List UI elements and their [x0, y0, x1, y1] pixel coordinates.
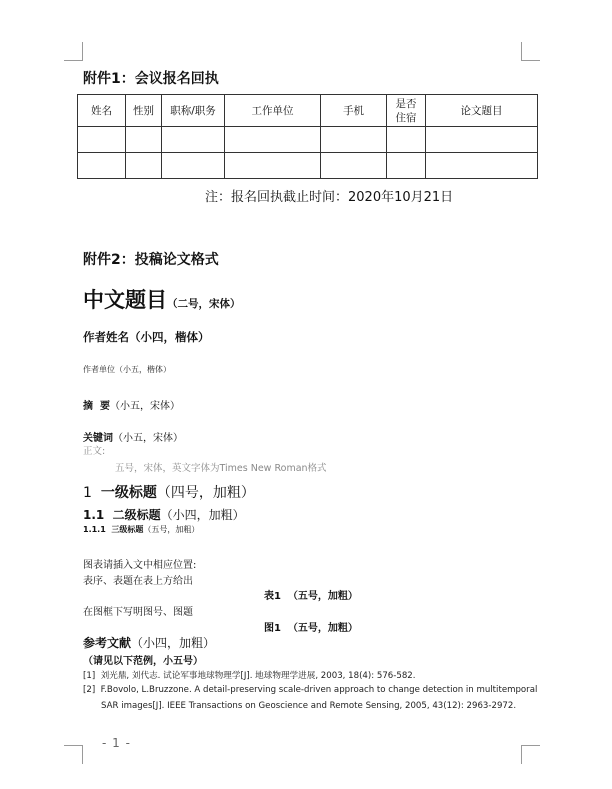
abstract-note: （小五，宋体） [109, 401, 180, 412]
abstract-label: 摘 要 [83, 401, 110, 412]
keywords-label: 关键词 [83, 433, 113, 444]
paper-title-note: （二号，宋体） [167, 298, 241, 310]
heading-level2-note: （小四，加粗） [160, 508, 245, 522]
crop-mark-bottom-right [521, 745, 540, 764]
annex2-title: 附件2：投稿论文格式 [83, 252, 219, 268]
table-cell[interactable] [126, 127, 162, 153]
table-caption-example: 表1 （五号，加粗） [264, 591, 358, 602]
heading-level1-number: 1 [83, 485, 92, 501]
figure-insert-note: 图表请插入文中相应位置: [83, 560, 197, 571]
table-cell[interactable] [321, 153, 387, 179]
table-cell[interactable] [126, 153, 162, 179]
paper-title-line [83, 284, 241, 314]
table-caption-rule: 表序、表题在表上方给出 [83, 576, 193, 587]
col-header-lodging-text: 是否住宿 [395, 97, 417, 124]
crop-mark-bottom-left [64, 745, 83, 764]
heading-level1-note: （四号，加粗） [156, 485, 255, 501]
references-label: 参考文献 [83, 636, 132, 650]
references-example-note: （请见以下范例，小五号） [83, 656, 203, 667]
table-cell[interactable] [225, 153, 321, 179]
col-header-name: 姓名 [78, 95, 126, 127]
references-heading [83, 634, 215, 651]
heading-level3-note: （五号，加粗） [143, 525, 200, 534]
registration-table [77, 94, 538, 179]
table-cell[interactable] [225, 127, 321, 153]
page-number: - 1 - [102, 736, 131, 750]
heading-level2-text: 1.1 二级标题 [83, 508, 161, 522]
crop-mark-top-left [64, 42, 83, 61]
col-header-paper-title: 论文题目 [426, 95, 538, 127]
table-cell[interactable] [78, 127, 126, 153]
table-row [78, 153, 538, 179]
table-cell[interactable] [78, 153, 126, 179]
crop-mark-top-right [521, 42, 540, 61]
annex1-title: 附件1：会议报名回执 [83, 71, 219, 87]
table-header-row [78, 95, 538, 127]
table-row [78, 127, 538, 153]
col-header-lodging [387, 95, 426, 127]
heading-level1-text: 一级标题 [100, 485, 157, 501]
table-cell[interactable] [387, 127, 426, 153]
reference-item-2: [2] F.Bovolo, L.Bruzzone. A detail-preserving scale-driven approach to change detection in multitemporal [83, 685, 538, 695]
keywords-note: （小五，宋体） [113, 433, 183, 444]
col-header-phone: 手机 [321, 95, 387, 127]
figure-caption-rule: 在图框下写明图号、图题 [83, 607, 193, 618]
col-header-title: 职称/职务 [162, 95, 225, 127]
author-unit: 作者单位（小五，楷体） [83, 365, 171, 374]
table-cell[interactable] [162, 127, 225, 153]
heading-level2-example [83, 506, 245, 523]
abstract-line [83, 394, 180, 413]
col-header-gender: 性别 [126, 95, 162, 127]
reference-item-2-continued: SAR images[J]. IEEE Transactions on Geoscience and Remote Sensing, 2005, 43(12): 2963-2972. [101, 701, 517, 711]
reference-item-1: [1] 刘光鼎, 刘代志. 试论军事地球物理学[J]. 地球物理学进展, 2003, 18(4): 576-582. [83, 671, 416, 681]
heading-level3-example [83, 524, 199, 535]
table-cell[interactable] [426, 153, 538, 179]
body-label: 正文: [83, 446, 106, 457]
table-cell[interactable] [387, 153, 426, 179]
col-header-employer: 工作单位 [225, 95, 321, 127]
table-cell[interactable] [426, 127, 538, 153]
body-note: 五号，宋体，英文字体为Times New Roman格式 [115, 463, 327, 474]
heading-level1-example [83, 482, 255, 502]
author-name: 作者姓名（小四，楷体） [83, 330, 210, 344]
table-cell[interactable] [162, 153, 225, 179]
table-cell[interactable] [321, 127, 387, 153]
figure-caption-example: 图1 （五号，加粗） [264, 623, 358, 634]
paper-title: 中文题目 [83, 288, 167, 312]
heading-level3-text: 1.1.1 三级标题 [83, 525, 144, 534]
references-note: （小四，加粗） [131, 636, 216, 650]
deadline-note: 注：报名回执截止时间：2020年10月21日 [205, 190, 454, 205]
